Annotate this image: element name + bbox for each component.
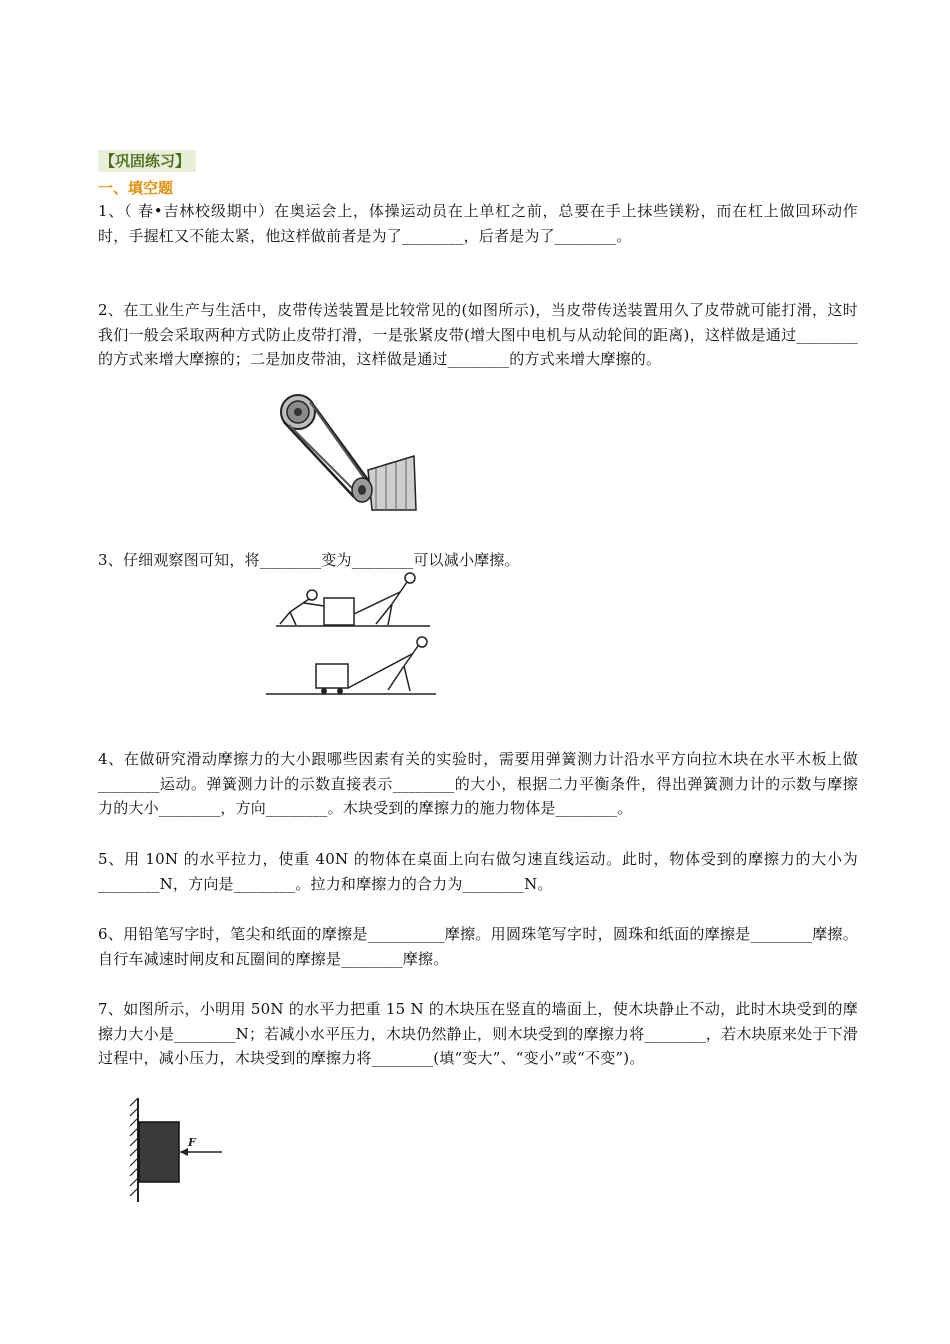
question-1: 1、（ 春•吉林校级期中）在奥运会上，体操运动员在上单杠之前，总要在手上抹些镁粉，而在杠上做回环动作时，手握杠又不能太紧，他这样做前者是为了________，后者是为了________。 bbox=[98, 202, 858, 245]
belt-drive-figure bbox=[276, 392, 418, 512]
question-7: 7、如图所示，小明用 50N 的水平力把重 15 N 的木块压在竖直的墙面上，使木块静止不动，此时木块受到的摩擦力大小是________N；若减小水平压力，木块仍然静止，则木块受到的摩擦力将________，若木块原来处于下滑过程中，减小压力，木块受到的摩擦力将________(填“变大”、“变小”或“不变”)。 bbox=[98, 1000, 858, 1067]
question-3: 3、仔细观察图可知，将________变为________可以减小摩擦。 bbox=[98, 551, 520, 569]
question-2: 2、在工业生产与生活中，皮带传送装置是比较常见的(如图所示)，当皮带传送装置用久了皮带就可能打滑，这时我们一般会采取两种方式防止皮带打滑，一是张紧皮带(增大图中电机与从动轮间的距离)，这样做是通过________的方式来增大摩擦的；二是加皮带油，这样做是通过________的方式来增大摩擦的。 bbox=[98, 301, 858, 368]
wall-block-figure bbox=[126, 1096, 230, 1204]
box-friction-figure bbox=[264, 570, 444, 700]
section-subtitle: 一、填空题 bbox=[98, 179, 174, 197]
section-title: 【巩固练习】 bbox=[98, 150, 196, 172]
question-5: 5、用 10N 的水平拉力，使重 40N 的物体在桌面上向右做匀速直线运动。此时，物体受到的摩擦力的大小为________N，方向是________。拉力和摩擦力的合力为________N。 bbox=[98, 850, 858, 893]
question-6: 6、用铅笔写字时，笔尖和纸面的摩擦是__________摩擦。用圆珠笔写字时，圆珠和纸面的摩擦是________摩擦。自行车减速时闸皮和瓦圈间的摩擦是________摩擦。 bbox=[98, 925, 858, 968]
force-label: F bbox=[188, 1136, 196, 1149]
question-4: 4、在做研究滑动摩擦力的大小跟哪些因素有关的实验时，需要用弹簧测力计沿水平方向拉木块在水平木板上做________运动。弹簧测力计的示数直接表示________的大小，根据二力平衡条件，得出弹簧测力计的示数与摩擦力的大小________，方向________。木块受到的摩擦力的施力物体是________。 bbox=[98, 750, 858, 817]
